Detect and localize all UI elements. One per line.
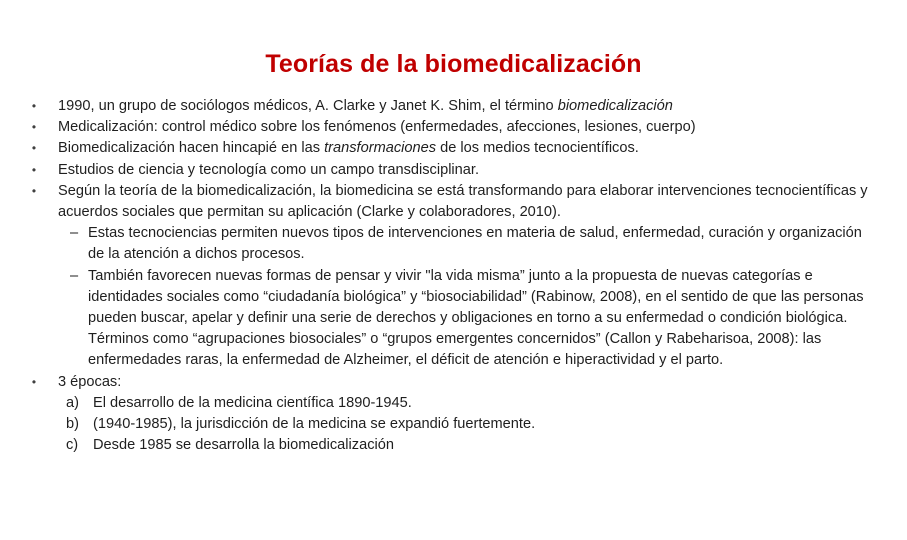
epoch-item	[28, 414, 873, 435]
epoch-item	[28, 393, 873, 414]
bullet-icon: •	[31, 99, 37, 113]
slide-title: Teorías de la biomedicalización	[265, 50, 642, 78]
bullet-text: 1990, un grupo de sociólogos médicos, A. Clarke y Janet K. Shim, el término	[58, 98, 558, 114]
bullet-text: Estudios de ciencia y tecnología como un campo transdisciplinar.	[58, 161, 480, 178]
sub-bullet-text: Estas tecnociencias permiten nuevos tipos de intervenciones en materia de salud, enfermedad, curación y organización de la atención a dichos procesos.	[88, 225, 862, 263]
bullet-icon: •	[31, 141, 37, 156]
epoch-marker: a)	[66, 394, 79, 411]
bullet-item	[28, 96, 873, 117]
sub-bullet-text: También favorecen nuevas formas de pensar y vivir "la vida misma” junto a la propuesta de nuevas categorías e identidades sociales como “ciudadanía biológica” y “biosociabilidad” (Rabinow, 2008), en el sentido de que las personas pueden buscar, apelar y definir una serie de derechos y obligaciones en torno a su enfermedad o condición biológica. Términos como “agrupaciones biosociales” o “grupos emergentes concernidos” (Callon y Rabeharisoa, 2008): las enfermedades raras, la enfermedad de Alzheimer, el déficit de atención e hiperactividad y el parto.	[88, 267, 864, 369]
dash-icon: –	[70, 267, 79, 284]
bullet-text-tail: de los medios tecnocientíficos.	[436, 140, 639, 157]
epoch-text: El desarrollo de la medicina científica 1890-1945.	[93, 394, 412, 411]
bullet-icon: •	[31, 374, 37, 389]
bullet-item	[28, 181, 873, 223]
dash-icon: –	[70, 225, 79, 242]
bullet-icon: •	[31, 183, 37, 198]
sub-bullet-item	[28, 266, 873, 372]
bullet-item	[28, 117, 873, 138]
epoch-marker: b)	[66, 416, 79, 433]
bullet-text: Según la teoría de la biomedicalización, la biomedicina se está transformando para elaborar intervenciones tecnocientíficas y acuerdos sociales que permitan su aplicación (Clarke y colaboradores, 2010).	[58, 182, 868, 221]
bullet-icon: •	[31, 120, 37, 135]
bullet-item-epochs	[28, 372, 873, 393]
bullet-emphasis: biomedicalización	[557, 98, 673, 114]
bullet-icon: •	[31, 162, 37, 177]
bullet-text: Biomedicalización hacen hincapié en las	[58, 140, 325, 157]
epoch-marker: c)	[66, 437, 79, 454]
bullet-text: Medicalización: control médico sobre los fenómenos (enfermedades, afecciones, lesiones, cuerpo)	[58, 119, 696, 136]
bullet-item	[28, 138, 873, 159]
epoch-text: (1940-1985), la jurisdicción de la medicina se expandió fuertemente.	[93, 416, 536, 433]
slide-body	[28, 96, 873, 456]
epochs-heading: 3 épocas:	[58, 373, 122, 390]
epoch-item	[28, 435, 873, 456]
sub-bullet-item	[28, 223, 873, 265]
bullet-emphasis: transformaciones	[324, 140, 437, 157]
epoch-text: Desde 1985 se desarrolla la biomedicalización	[93, 437, 394, 454]
bullet-item	[28, 160, 873, 181]
